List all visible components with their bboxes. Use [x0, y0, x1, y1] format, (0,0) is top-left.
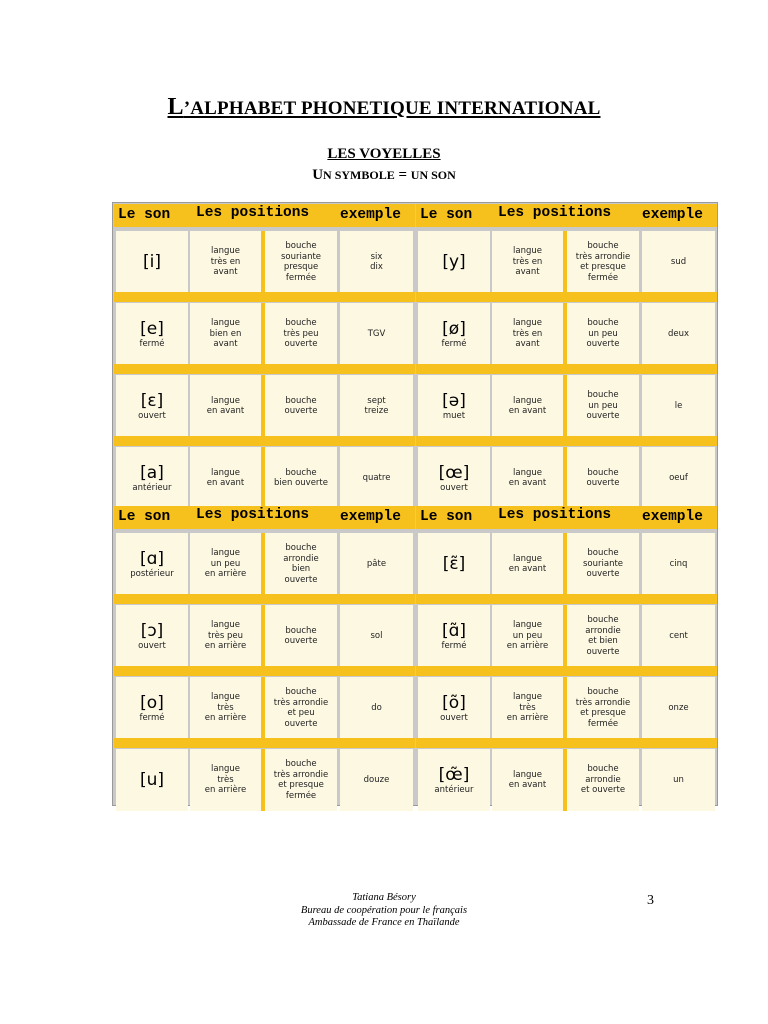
tongue-position-cell-line: langue [211, 395, 240, 406]
example-cell [642, 375, 715, 437]
table-row [416, 749, 717, 811]
tongue-position-cell-line: très en [512, 328, 543, 339]
sound-cell [116, 375, 188, 437]
mouth-position-cell-line: et ouverte [580, 785, 626, 796]
table-row [416, 447, 717, 509]
mouth-position-cell [265, 605, 337, 667]
row-separator [114, 594, 415, 604]
tongue-position-cell-line: langue [513, 769, 542, 780]
sound-cell [116, 303, 188, 365]
vowel-table [112, 202, 718, 806]
tongue-position-cell-line: langue [211, 620, 240, 631]
tongue-position-cell-line: langue [513, 620, 542, 631]
phonetic-symbol: [ɛ] [140, 391, 164, 411]
mouth-position-cell-line: et peu [287, 708, 315, 718]
example-cell-line: deux [667, 328, 690, 339]
tongue-position-cell-line: en arrière [204, 713, 247, 724]
mouth-position-cell-line: ouverte [586, 411, 620, 422]
phonetic-symbol: [ɔ] [140, 621, 164, 641]
footer-embassy: Ambassade de France en Thaïlande [308, 917, 460, 928]
tongue-position-cell-line: en avant [508, 564, 547, 574]
tongue-position-cell-line: langue [513, 395, 542, 406]
table-row [416, 677, 717, 739]
mouth-position-cell [567, 231, 639, 293]
table-row [114, 375, 415, 437]
example-cell-line: cinq [669, 558, 688, 569]
phonetic-symbol: [e] [140, 319, 164, 339]
mouth-position-cell-line: très arrondie [273, 697, 329, 708]
mouth-position-cell [567, 375, 639, 437]
mouth-position-cell [265, 303, 337, 365]
example-cell [642, 749, 715, 811]
sound-cell [418, 677, 490, 739]
example-cell-line: le [674, 400, 683, 411]
tongue-position-cell [492, 447, 563, 509]
tongue-position-cell-line: langue [211, 548, 240, 559]
mouth-position-cell [567, 677, 639, 739]
mouth-position-cell-line: bouche [285, 759, 317, 769]
mouth-position-cell-line: bouche [587, 548, 619, 559]
mouth-position-cell-line: bouche [587, 764, 619, 775]
mouth-position-cell [265, 447, 337, 509]
table-header [114, 204, 415, 227]
tongue-position-cell-line: en avant [508, 478, 547, 488]
tongue-position-cell [190, 447, 261, 509]
example-cell-line: onze [668, 702, 689, 713]
vowel-section [114, 506, 415, 811]
example-cell [340, 533, 413, 595]
tongue-position-cell-line: très en [210, 256, 241, 267]
sound-cell [418, 749, 490, 811]
mouth-position-cell [567, 749, 639, 811]
tongue-position-cell-line: avant [213, 267, 238, 278]
tongue-position-cell [492, 375, 563, 437]
sound-cell [418, 533, 490, 595]
example-cell-line: sud [670, 256, 687, 267]
symbol-qualifier: postérieur [130, 569, 174, 579]
row-separator [416, 666, 717, 676]
example-cell [642, 303, 715, 365]
vowel-section [114, 204, 415, 509]
example-cell-line: quatre [362, 472, 391, 483]
mouth-position-cell [265, 533, 337, 595]
symbol-qualifier: fermé [139, 339, 165, 349]
table-row [416, 231, 717, 293]
table-row [114, 749, 415, 811]
tongue-position-cell [492, 605, 563, 667]
mouth-position-cell-line: bouche [587, 390, 619, 401]
phonetic-symbol: [ə] [442, 391, 466, 411]
header-exemple: exemple [340, 207, 401, 223]
mouth-position-cell-line: ouverte [284, 339, 318, 350]
mouth-position-cell-line: bouche [587, 467, 619, 478]
table-header [416, 506, 717, 529]
mouth-position-cell-line: ouverte [284, 406, 318, 416]
table-header [114, 506, 415, 529]
table-row [114, 447, 415, 509]
tongue-position-cell-line: très en [512, 256, 543, 267]
tongue-position-cell-line: avant [213, 339, 238, 350]
example-cell [642, 677, 715, 739]
mouth-position-cell-line: fermée [587, 272, 619, 283]
sound-cell [418, 605, 490, 667]
tongue-position-cell-line: langue [513, 553, 542, 564]
mouth-position-cell-line: presque [283, 262, 319, 272]
example-cell [642, 447, 715, 509]
mouth-position-cell-line: arrondie [585, 774, 621, 785]
mouth-position-cell [265, 677, 337, 739]
mouth-position-cell-line: souriante [582, 558, 624, 569]
mouth-position-cell-line: et presque [580, 262, 626, 272]
example-cell-line: TGV [367, 328, 386, 339]
example-cell-line: dix [370, 262, 383, 272]
tongue-position-cell-line: en arrière [506, 641, 549, 652]
phonetic-symbol: [œ] [438, 463, 470, 483]
example-cell [642, 533, 715, 595]
tongue-position-cell [190, 533, 261, 595]
mouth-position-cell [567, 303, 639, 365]
mouth-position-cell-line: fermée [285, 790, 317, 801]
vowel-section [416, 506, 717, 811]
header-son: Le son [420, 207, 473, 223]
phonetic-symbol: [ø] [442, 319, 466, 339]
mouth-position-cell-line: ouverte [284, 636, 318, 646]
mouth-position-cell [567, 447, 639, 509]
tongue-position-cell [190, 749, 261, 811]
example-cell [340, 375, 413, 437]
tongue-position-cell-line: en avant [206, 478, 245, 488]
symbol-qualifier: ouvert [138, 411, 166, 421]
tongue-position-cell [492, 303, 563, 365]
symbol-qualifier: muet [442, 411, 466, 421]
mouth-position-cell-line: et presque [580, 708, 626, 718]
tongue-position-cell-line: très [217, 774, 234, 785]
phonetic-symbol: [a] [140, 463, 164, 483]
row-separator [416, 364, 717, 374]
symbol-qualifier: ouvert [440, 483, 468, 493]
sound-cell [116, 677, 188, 739]
header-positions: Les positions [498, 205, 612, 221]
example-cell-line: oeuf [669, 472, 688, 483]
mouth-position-cell-line: un peu [588, 328, 618, 339]
row-separator [416, 738, 717, 748]
tongue-position-cell-line: en avant [508, 406, 547, 416]
example-cell-line: un [673, 774, 684, 785]
mouth-position-cell-line: bouche [285, 318, 317, 329]
mouth-position-cell [265, 231, 337, 293]
sound-cell [418, 303, 490, 365]
table-row [114, 231, 415, 293]
mouth-position-cell-line: ouverte [586, 646, 620, 657]
tongue-position-cell-line: bien en [209, 328, 242, 339]
row-separator [416, 292, 717, 302]
table-row [416, 375, 717, 437]
mouth-position-cell-line: bouche [285, 625, 317, 636]
header-exemple: exemple [642, 207, 703, 223]
tongue-position-cell-line: langue [211, 467, 240, 478]
tongue-position-cell [190, 303, 261, 365]
sound-cell [116, 231, 188, 293]
phonetic-symbol: [œ̃] [438, 765, 470, 785]
tongue-position-cell-line: en avant [206, 406, 245, 416]
row-separator [114, 738, 415, 748]
tongue-position-cell [492, 533, 563, 595]
mouth-position-cell-line: et presque [278, 780, 324, 790]
tongue-position-cell-line: langue [513, 467, 542, 478]
example-cell [340, 303, 413, 365]
mouth-position-cell-line: fermée [587, 718, 619, 729]
example-cell [642, 605, 715, 667]
example-cell-line: do [371, 702, 382, 713]
tongue-position-cell-line: en arrière [204, 641, 247, 652]
mouth-position-cell-line: fermée [285, 272, 317, 283]
example-cell-line: pâte [366, 558, 387, 569]
phonetic-symbol: [y] [442, 252, 466, 272]
tongue-position-cell-line: langue [211, 764, 240, 775]
header-exemple: exemple [642, 509, 703, 525]
sound-cell [116, 447, 188, 509]
tongue-position-cell-line: en arrière [204, 569, 247, 580]
mouth-position-cell-line: très arrondie [575, 697, 631, 708]
tongue-position-cell [190, 375, 261, 437]
sound-cell [418, 375, 490, 437]
symbol-qualifier: fermé [441, 339, 467, 349]
table-row [114, 303, 415, 365]
mouth-position-cell-line: bien ouverte [274, 478, 328, 488]
section-subtitle: UN SYMBOLE = UN SON [312, 167, 456, 183]
tongue-position-cell-line: en arrière [204, 785, 247, 796]
example-cell-line: cent [669, 630, 688, 641]
table-row [114, 605, 415, 667]
mouth-position-cell-line: ouverte [586, 569, 620, 580]
table-row [416, 303, 717, 365]
tongue-position-cell [492, 677, 563, 739]
phonetic-symbol: [u] [139, 770, 165, 790]
row-separator [114, 666, 415, 676]
example-cell-line: douze [363, 774, 390, 785]
example-cell [340, 677, 413, 739]
mouth-position-cell-line: bouche [285, 687, 317, 697]
example-cell-line: sept [367, 395, 386, 406]
tongue-position-cell-line: en avant [508, 780, 547, 790]
mouth-position-cell [265, 375, 337, 437]
tongue-position-cell-line: langue [513, 692, 542, 703]
mouth-position-cell [567, 605, 639, 667]
mouth-position-cell-line: ouverte [284, 574, 318, 585]
sound-cell [116, 749, 188, 811]
table-header [416, 204, 717, 227]
mouth-position-cell-line: et bien [588, 636, 618, 646]
tongue-position-cell [492, 749, 563, 811]
example-cell-line: sol [370, 630, 383, 641]
mouth-position-cell-line: très arrondie [575, 251, 631, 262]
mouth-position-cell-line: bouche [587, 615, 619, 625]
footer-author: Tatiana Bésory [352, 892, 416, 903]
header-positions: Les positions [498, 507, 612, 523]
header-son: Le son [118, 509, 171, 525]
row-separator [114, 436, 415, 446]
table-row [114, 533, 415, 595]
phonetic-symbol: [õ] [442, 693, 466, 713]
symbol-qualifier: ouvert [440, 713, 468, 723]
footer-bureau: Bureau de coopération pour le français [300, 904, 468, 916]
tongue-position-cell-line: langue [211, 246, 240, 257]
mouth-position-cell-line: bien [291, 564, 311, 574]
row-separator [416, 594, 717, 604]
mouth-position-cell-line: bouche [285, 543, 317, 553]
row-separator [114, 364, 415, 374]
example-cell-line: treize [364, 406, 389, 416]
tongue-position-cell-line: langue [513, 246, 542, 257]
phonetic-symbol: [ɛ̃] [442, 554, 466, 574]
tongue-position-cell-line: très [519, 702, 536, 713]
row-separator [416, 436, 717, 446]
mouth-position-cell-line: arrondie [283, 553, 319, 564]
sound-cell [418, 447, 490, 509]
mouth-position-cell [567, 533, 639, 595]
mouth-position-cell [265, 749, 337, 811]
symbol-qualifier: fermé [441, 641, 467, 651]
vowel-section [416, 204, 717, 509]
tongue-position-cell-line: langue [513, 318, 542, 329]
example-cell [340, 447, 413, 509]
header-son: Le son [420, 509, 473, 525]
tongue-position-cell-line: langue [211, 692, 240, 703]
mouth-position-cell-line: bouche [285, 241, 317, 251]
mouth-position-cell-line: arrondie [585, 625, 621, 636]
header-positions: Les positions [196, 205, 310, 221]
tongue-position-cell-line: très [217, 702, 234, 713]
phonetic-symbol: [o] [140, 693, 164, 713]
phonetic-symbol: [i] [143, 252, 161, 272]
mouth-position-cell-line: bouche [587, 687, 619, 697]
phonetic-symbol: [ɑ] [139, 549, 165, 569]
table-row [416, 533, 717, 595]
tongue-position-cell-line: un peu [210, 558, 241, 569]
mouth-position-cell-line: bouche [285, 395, 317, 406]
sound-cell [116, 605, 188, 667]
tongue-position-cell-line: avant [515, 339, 540, 350]
mouth-position-cell-line: un peu [588, 400, 618, 411]
tongue-position-cell-line: langue [211, 318, 240, 329]
sound-cell [116, 533, 188, 595]
example-cell [340, 605, 413, 667]
header-son: Le son [118, 207, 171, 223]
mouth-position-cell-line: bouche [285, 467, 317, 478]
tongue-position-cell-line: en arrière [506, 713, 549, 724]
symbol-qualifier: ouvert [138, 641, 166, 651]
page-title: L’ALPHABET PHONETIQUE INTERNATIONAL [167, 94, 601, 120]
mouth-position-cell-line: ouverte [586, 339, 620, 350]
phonetic-symbol: [ɑ̃] [441, 621, 467, 641]
header-positions: Les positions [196, 507, 310, 523]
tongue-position-cell [190, 605, 261, 667]
mouth-position-cell-line: ouverte [586, 478, 620, 488]
tongue-position-cell-line: très peu [207, 630, 243, 641]
section-title: LES VOYELLES [327, 146, 441, 162]
tongue-position-cell-line: avant [515, 267, 540, 278]
example-cell [642, 231, 715, 293]
symbol-qualifier: fermé [139, 713, 165, 723]
example-cell [340, 231, 413, 293]
row-separator [114, 292, 415, 302]
header-exemple: exemple [340, 509, 401, 525]
example-cell-line: six [370, 251, 383, 262]
sound-cell [418, 231, 490, 293]
mouth-position-cell-line: très peu [283, 328, 319, 339]
mouth-position-cell-line: souriante [280, 251, 322, 262]
example-cell [340, 749, 413, 811]
tongue-position-cell [190, 231, 261, 293]
tongue-position-cell [492, 231, 563, 293]
table-row [114, 677, 415, 739]
tongue-position-cell-line: un peu [512, 630, 543, 641]
page-number: 3 [647, 893, 654, 908]
symbol-qualifier: antérieur [132, 483, 172, 493]
symbol-qualifier: antérieur [434, 785, 474, 795]
mouth-position-cell-line: très arrondie [273, 769, 329, 780]
mouth-position-cell-line: ouverte [284, 718, 318, 729]
mouth-position-cell-line: bouche [587, 241, 619, 251]
mouth-position-cell-line: bouche [587, 318, 619, 329]
table-row [416, 605, 717, 667]
tongue-position-cell [190, 677, 261, 739]
